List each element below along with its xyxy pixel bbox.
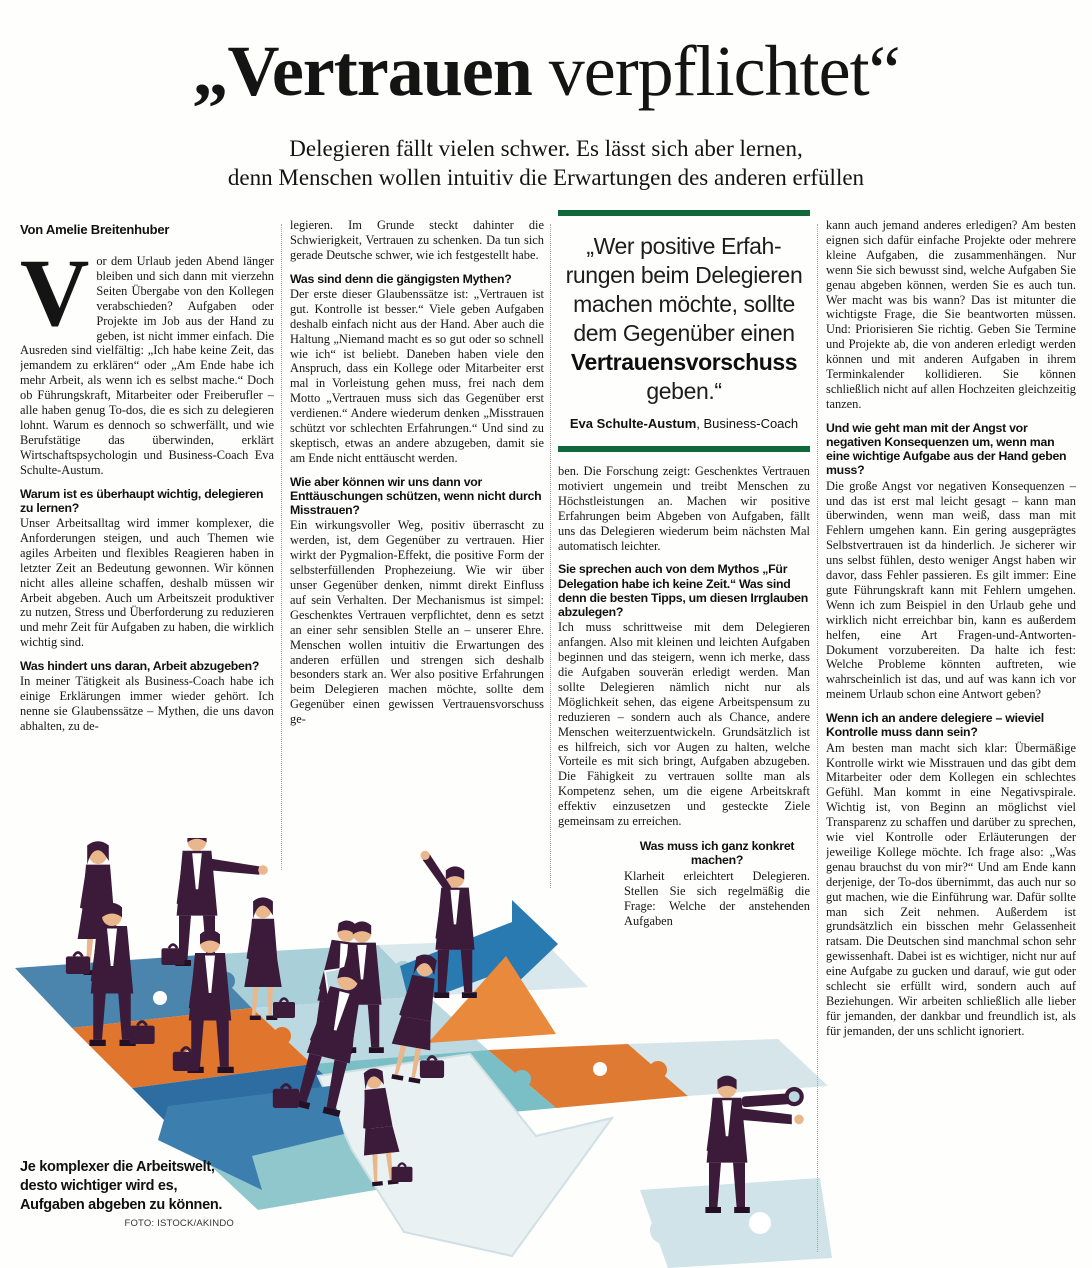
question-subhead: Was hindert uns daran, Arbeit abzugeben? [20, 659, 260, 674]
article-column-1 [20, 222, 274, 874]
paragraph: kann auch jemand anderes erledigen? Am besten eignen sich dafür einfache Projekte oder mehrere kleine Aufgaben, die zusammenhängen. Nur wenn Sie sich bewusst sind, welche Aufgaben Sie genau abgeben können, werden Sie es auch tun. Wer macht was bis wann? Das ist mitunter die wichtigste Frage, die Sie beantworten müssen. Und: Priorisieren Sie richtig. Geben Sie Termine und Projekte ab, die von anderen erledigt werden können und mit anderen Aufgaben in ihrem Terminkalender kollidieren. Sie können schließlich nicht auf allen Hochzeiten gleichzeitig tanzen. [826, 218, 1076, 411]
paragraph: Klarheit erleichtert Delegieren. Stellen Sie sich regelmäßig die Frage: Welche der anstehenden Aufgaben [624, 869, 810, 929]
article-column-3 [558, 210, 810, 1094]
pull-quote-text: „Wer positive Erfahrungen beim Delegieren machen möchte, sollte dem Gegenüber einen Vertrauensvorschuss geben.“ [565, 233, 803, 404]
wrapped-text-block [624, 839, 810, 929]
question-subhead: Wie aber können wir uns dann vor Enttäuschungen schützen, wenn nicht durch Misstrauen? [290, 474, 542, 518]
question-subhead: Was sind denn die gängigsten Mythen? [290, 271, 512, 286]
question-subhead: Sie sprechen auch von dem Mythos „Für Delegation habe ich keine Zeit.“ Was sind denn die besten Tipps, um diesen Irrglauben abzulegen? [558, 562, 809, 620]
paragraph: In meiner Tätigkeit als Business-Coach habe ich einige Erklärungen immer wieder gehört. Ich nenne sie Glaubenssätze – Mythen, die uns davon abhalten, zu de- [20, 674, 274, 734]
paragraph: ben. Die Forschung zeigt: Geschenktes Vertrauen motiviert ungemein und treibt Menschen zu Höchstleistungen an. Machen wir positive Erfahrungen beim Abgeben von Aufgaben, fällt uns das Delegieren wiederum beim nächsten Mal automatisch leichter. [558, 464, 810, 553]
paragraph: Unser Arbeitsalltag wird immer komplexer, die Anforderungen steigen, und auch Themen wie agiles Arbeiten und flexibles Reagieren haben in letzter Zeit an Bedeutung gewonnen. Wir können nicht alles alleine schaffen, deshalb müssen wir Arbeit abgeben. Auch um Arbeitszeit produktiver zu nutzen, Stress und Überforderung zu reduzieren und mehr Zeit für Aufgaben zu haben, die wirklich wichtig sind. [20, 516, 274, 650]
article-column-4 [826, 218, 1076, 1254]
paragraph: Am besten man macht sich klar: Übermäßige Kontrolle wirkt wie Misstrauen und das gibt dem Mitarbeiter oder dem Kollegen ein schlechtes Gefühl. Man kommt in eine Negativspirale. Wichtig ist, von Beginn an möglichst viel Transparenz zu schaffen und darüber zu sprechen, wie viel Kontrolle oder Erläuterungen der jeweilige Kollege möchte. Ich frage also: „Was genau brauchst du von mir?“ Und am Ende kann derjenige, der To-dos übernimmt, das auch nur so gut machen, wie die Einführung war. Dafür sollte man sich Zeit nehmen. Außerdem ist grundsätzlich ein bisschen mehr Gelassenheit ratsam. Die Deutschen sind manchmal schon sehr gewissenhaft. Dabei ist es wichtiger, nicht nur auf eine Aufgabe zu gucken und darauf, wie gut oder schlecht sie erfüllt wird, sondern auch auf Beziehungen. Wir arbeiten schließlich alle lieber für jemanden, der dankbar und freundlich ist, als für jemanden, der uns schlicht ignoriert. [826, 740, 1076, 1038]
paragraph: legieren. Im Grunde steckt dahinter die Schwierigkeit, Vertrauen zu schenken. Da tun sich gerade Deutsche schwer, wie ich festgestellt habe. [290, 218, 544, 262]
question-subhead: Und wie geht man mit der Angst vor negativen Konsequenzen um, wenn man eine wichtige Aufgabe aus der Hand geben muss? [826, 420, 1067, 478]
pull-quote-attribution [558, 416, 810, 432]
question-subhead: Warum ist es überhaupt wichtig, delegieren zu lernen? [20, 486, 264, 515]
byline: Von Amelie Breitenhuber [20, 222, 170, 237]
drop-cap: V [20, 239, 90, 346]
paragraph: Der erste dieser Glaubenssätze ist: „Vertrauen ist gut. Kontrolle ist besser.“ Viele geben Aufgaben deshalb einfach nicht aus der Hand. Aber auch die Haltung „Niemand macht es so gut oder so schnell wie ich“ ist beliebt. Daneben haben viele den Anspruch, dass ein Kollege oder Mitarbeiter erst mal in Vorleistung gehen muss, frei nach dem Motto „Vertrauen muss sich das Gegenüber erst verdienen.“ Andere wiederum denken „Misstrauen schützt vor schlechten Erfahrungen.“ Und sind zu skeptisch, etwas an andere abzugeben, damit sie am Ende nicht enttäuscht werden. [290, 286, 544, 465]
paragraph: Vor dem Urlaub jeden Abend länger bleiben und sich dann mit vierzehn Seiten Übergabe von den Kollegen verabschieden? Aufgaben oder Projekte im Job aus der Hand zu geben, ist nicht immer einfach. Die Ausreden sind vielfältig: „Ich habe keine Zeit, das jemandem zu erklären“ oder „Am Ende habe ich mehr Arbeit, als wenn ich es selbst mache.“ Doch ob Führungskraft, Mitarbeiter oder Freiberufler – alle haben genug To-dos, die es sich zu delegieren lohnt. Warum es dennoch so schwerfällt, und wie Berufstätige das überwinden, erklärt Wirtschaftspsychologin und Business-Coach Eva Schulte-Austum. [20, 239, 274, 477]
subtitle-line-1: Delegieren fällt vielen schwer. Es lässt sich aber lernen, [289, 136, 803, 161]
paragraph: Ich muss schrittweise mit dem Delegieren anfangen. Also mit kleinen und leichten Aufgaben beginnen und das steigern, wenn ich merke, dass die Aufgaben souverän erledigt werden. Man sollte Delegieren nämlich nicht nur als Möglichkeit sehen, das eigene Arbeitspensum zu reduzieren – sondern auch als Chance, andere Menschen weiterzuentwickeln. Grundsätzlich ist es hilfreich, sich vor Augen zu halten, welche Vorteile es mit sich bringt, Aufgaben abzugeben. Die Fähigkeit zu vertrauen sollte man als Kompetenz sehen, um die eigene Arbeitskraft effektiv einzusetzen und gesteckte Ziele gemeinsam zu erreichen. [558, 620, 810, 829]
column-rule [281, 224, 282, 870]
pull-quote-bottom-bar [558, 446, 810, 452]
question-subhead: Was muss ich ganz konkret machen? [639, 838, 795, 868]
pull-quote-box [558, 210, 810, 452]
subtitle [0, 134, 1092, 192]
photo-caption [20, 1158, 234, 1230]
headline-bold-part: „Vertrauen [192, 31, 532, 111]
paragraph: Ein wirkungsvoller Weg, positiv überrascht zu werden, ist, dem Gegenüber zu vertrauen. Hier wirkt der Pygmalion-Effekt, die positive Form der selbsterfüllenden Prophezeiung. Wie wir über unser Gegenüber denken, nimmt direkt Einfluss auf sein Verhalten. Der Mechanismus ist simpel: Geschenktes Vertrauen verpflichtet, denn es setzt an einer sehr sensiblen Stelle an – unserer Ehre. Menschen wollen intuitiv die Erwartungen des anderen erfüllen und strengen sich deshalb besonders stark an. Wer also positive Erfahrungen beim Delegieren machen möchte, sollte dem Gegenüber einen gewissen Vertrauensvorschuss ge- [290, 518, 544, 727]
headline [0, 31, 1092, 111]
caption-text: Je komplexer die Arbeitswelt, desto wichtiger wird es, Aufgaben abgeben zu können. [20, 1159, 223, 1213]
column-rule [817, 224, 818, 1252]
column-rule [550, 224, 551, 888]
article-column-2 [290, 218, 544, 890]
paragraph: Die große Angst vor negativen Konsequenzen – und das ist erst mal leicht gesagt – kann man überwinden, wenn man weiß, dass man mit Fehlern umgehen kann. Ein gering ausgeprägtes Selbstvertrauen ist da hinderlich. Je sicherer wir uns selbst fühlen, desto weniger Angst haben wir davor, dass Fehler passieren. Es gilt immer: Eine gute Führungskraft kann mit Fehlern umgehen. Wenn ich zum Beispiel in den Urlaub gehe und wirklich nicht erreichbar bin, kann es außerdem helfen, eine Art Fragen-und-Antworten-Dokument vorzubereiten. Da halte ich fest: Welche Probleme könnten auftreten, wie wahrscheinlich ist das, und auf was kann ich vor meinem Urlaub schon eine Antwort geben? [826, 478, 1076, 702]
photo-credit: FOTO: ISTOCK/AKINDO [124, 1218, 234, 1229]
subtitle-line-2: denn Menschen wollen intuitiv die Erwartungen des anderen erfüllen [227, 165, 865, 190]
headline-regular-part: verpflichtet“ [531, 31, 900, 111]
pull-quote-top-bar [558, 210, 810, 216]
pull-quote-author: Eva Schulte-Austum [569, 416, 697, 431]
question-subhead: Wenn ich an andere delegiere – wieviel Kontrolle muss dann sein? [826, 711, 1044, 740]
pull-quote-author-role: , Business-Coach [696, 416, 799, 431]
